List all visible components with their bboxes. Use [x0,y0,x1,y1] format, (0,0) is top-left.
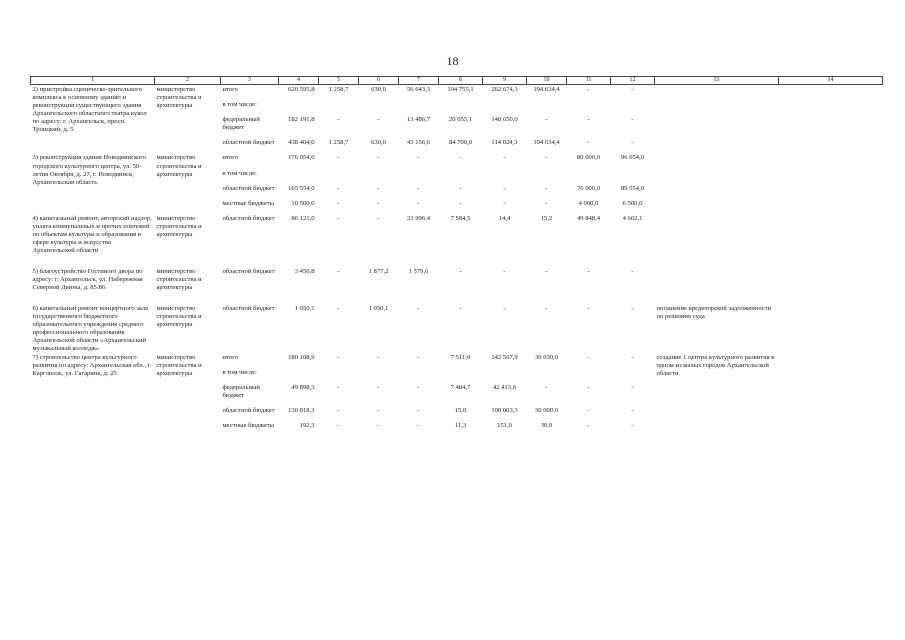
amount-cell: 3 456,8 [294,267,315,275]
amount-cell: - [459,184,462,192]
amount-cell: 1 579,6 [408,267,429,275]
amount-cell: 6 500,0 [622,199,643,207]
amount-cell: - [459,199,462,207]
amount-cell: - [337,199,340,207]
amount-cell: - [631,384,634,392]
amount-cell: 84 700,0 [448,139,473,147]
amount-cell: 13 486,7 [406,116,431,124]
expected-result-cell [655,267,779,304]
object-name-cell: 7) строительство центра культурного развития по адресу: Архангельская обл., г. Каргополь, ул. Гагарина, д. 25 [32,354,152,378]
amount-cell: - [337,267,340,275]
amount-cell: 630,0 [371,139,386,147]
amount-cell: 15,0 [454,407,467,415]
amount-cell: - [377,184,380,192]
amount-cell: - [587,304,590,312]
amount-cell: - [631,116,634,124]
amount-cell: - [377,214,380,222]
amount-cell: - [631,304,634,312]
amount-cell [319,100,359,115]
amount-cell: - [503,184,506,192]
amount-cell [279,169,319,184]
amount-cell: - [337,407,340,415]
amount-cell [611,169,655,184]
amount-cell: 630,0 [371,86,386,94]
funding-source-cell: областной бюджет [222,267,275,275]
amount-cell: - [545,199,548,207]
amount-cell [439,169,483,184]
table-row [31,85,883,101]
column-header: 3 [221,77,279,85]
amount-cell: - [631,422,634,430]
amount-cell [611,100,655,115]
funding-source-cell: итого [222,154,238,162]
amount-cell: 1 258,7 [328,86,349,94]
amount-cell: 4 662,1 [622,214,643,222]
amount-cell [483,169,527,184]
funding-source-cell: итого [222,354,238,362]
column-header: 12 [611,77,655,85]
column-header: 6 [359,77,399,85]
amount-cell: - [587,267,590,275]
expected-result-cell [655,153,779,213]
amount-cell: 43 156,6 [406,139,431,147]
budget-table [30,76,883,436]
column-number-row [31,77,883,85]
empty-cell [779,304,883,353]
amount-cell: 1 877,2 [368,267,389,275]
amount-cell: - [377,407,380,415]
amount-cell: - [545,154,548,162]
amount-cell: - [631,407,634,415]
funding-source-cell: областной бюджет [222,304,275,312]
column-header: 2 [155,77,221,85]
amount-cell: 80 000,0 [576,154,601,162]
column-header: 11 [567,77,611,85]
empty-cell [779,214,883,267]
expected-result-cell: погашение кредиторской задолженности по решению суда [656,304,772,320]
amount-cell: 114 024,3 [491,139,518,147]
empty-cell [779,267,883,304]
funding-source-cell: итого [222,86,238,94]
amount-cell: 30 030,0 [534,354,559,362]
funding-source-cell: областной бюджет [222,407,275,415]
amount-cell: - [545,304,548,312]
column-header: 13 [655,77,779,85]
expected-result-cell: создание 1 центра культурного развития в одном из малых городов Архангельской области [656,354,775,378]
amount-cell [399,368,439,383]
amount-cell: 104 755,1 [447,86,474,94]
amount-cell: 194 634,4 [533,139,560,147]
amount-cell [483,368,527,383]
amount-cell: - [587,384,590,392]
amount-cell: - [631,139,634,147]
amount-cell: - [337,354,340,362]
amount-cell [439,368,483,383]
amount-cell [359,368,399,383]
amount-cell: 30,0 [540,422,553,430]
amount-cell: - [337,214,340,222]
amount-cell: - [503,267,506,275]
amount-cell: - [337,304,340,312]
amount-cell: 15,2 [540,214,553,222]
amount-cell [399,100,439,115]
amount-cell: - [377,384,380,392]
responsible-cell: министерство строительства и архитектуры [156,214,202,238]
amount-cell: - [459,304,462,312]
amount-cell [527,368,567,383]
amount-cell: 7 484,7 [450,384,471,392]
amount-cell [279,368,319,383]
amount-cell: - [377,354,380,362]
amount-cell: 56 643,3 [406,86,431,94]
table-row [31,153,883,168]
object-name-cell: 5) благоустройство Гостиного двора по адресу: г. Архангельск, ул. Набережная Северной Двины, д. 85/86 [32,267,143,291]
amount-cell: 1 258,7 [328,139,349,147]
amount-cell [527,169,567,184]
amount-cell [611,368,655,383]
amount-cell: 14,4 [498,214,511,222]
amount-cell: - [587,407,590,415]
responsible-cell: министерство строительства и архитектуры [156,154,202,178]
amount-cell [483,100,527,115]
amount-cell [567,368,611,383]
funding-source-cell: областной бюджет [222,214,275,222]
amount-cell: 49 898,3 [291,384,315,392]
amount-cell: - [545,384,548,392]
amount-cell: - [459,154,462,162]
column-header: 5 [319,77,359,85]
funding-source-cell: в том числе: [222,169,257,177]
column-header: 1 [31,77,155,85]
page-number: 18 [446,54,459,68]
amount-cell: - [337,154,340,162]
amount-cell: 11,3 [454,422,467,430]
responsible-cell: министерство строительства и архитектуры [156,267,202,291]
amount-cell: - [337,116,340,124]
amount-cell: - [417,184,420,192]
amount-cell: - [545,184,548,192]
funding-source-cell: местные бюджеты [222,422,275,430]
amount-cell: - [545,267,548,275]
amount-cell: 182 191,8 [288,116,315,124]
funding-source-cell: местные бюджеты [222,199,275,207]
amount-cell: 86 121,0 [291,214,315,222]
amount-cell: 142 567,9 [491,354,518,362]
funding-source-cell: в том числе: [222,101,257,109]
table-body [31,85,883,436]
expected-result-cell [655,214,779,267]
amount-cell: 76 000,0 [576,184,601,192]
empty-cell [779,85,883,154]
amount-cell: 89 554,0 [620,184,645,192]
amount-cell: 96 054,0 [620,154,645,162]
amount-cell: 165 554,0 [288,184,315,192]
amount-cell: - [417,304,420,312]
amount-cell [439,100,483,115]
amount-cell: - [631,267,634,275]
amount-cell: - [587,139,590,147]
amount-cell: 23 996,4 [406,214,431,222]
column-header: 9 [483,77,527,85]
amount-cell: - [417,354,420,362]
amount-cell: - [377,116,380,124]
amount-cell: - [545,116,548,124]
amount-cell: - [417,384,420,392]
amount-cell: 151,0 [497,422,512,430]
amount-cell: - [417,199,420,207]
amount-cell: - [417,407,420,415]
amount-cell [359,100,399,115]
table-row [31,214,883,267]
amount-cell: 192,3 [299,422,315,430]
amount-cell: 20 055,1 [448,116,473,124]
amount-cell: - [587,354,590,362]
column-header: 10 [527,77,567,85]
table-row [31,353,883,368]
amount-cell: - [631,354,634,362]
object-name-cell: 4) капитальный ремонт, авторский надзор, уплата коммунальных и прочих платежей по объектам культуры и образования в сфере культуры и искусства Архангельской области [32,214,152,254]
column-header: 8 [439,77,483,85]
amount-cell: 7 584,5 [450,214,471,222]
responsible-cell: министерство строительства и архитектуры [156,304,202,328]
amount-cell: - [587,422,590,430]
amount-cell: - [337,422,340,430]
amount-cell: 42 413,6 [492,384,517,392]
funding-source-cell: федеральный бюджет [222,116,260,132]
amount-cell: 1 050,1 [294,304,315,312]
amount-cell: - [377,422,380,430]
amount-cell: 7 511,0 [450,354,471,362]
amount-cell: - [503,199,506,207]
amount-cell: 4 000,0 [578,199,599,207]
empty-cell [779,353,883,436]
amount-cell: - [417,154,420,162]
amount-cell [319,368,359,383]
responsible-cell: министерство строительства и архитектуры [156,86,202,110]
funding-source-cell: областной бюджет [222,139,275,147]
amount-cell: 262 674,3 [491,86,518,94]
object-name-cell: 2) пристройка сценическо-зрительного комплекса к основному зданию и реконструкция существующего здания Архангельского областного театра кукол по адресу: г. Архангельск, просп. Троицкий, д. 5 [32,86,147,134]
amount-cell: 130 018,3 [288,407,315,415]
amount-cell: - [503,154,506,162]
amount-cell [399,169,439,184]
amount-cell: 10 500,0 [291,199,315,207]
empty-cell [779,153,883,213]
expected-result-cell [655,85,779,154]
object-name-cell: 6) капитальный ремонт концертного зала государственного бюджетного образовательного учреждения среднего профессионального образования Архангельской области «Архангельский музыкальный колледж» [32,304,149,352]
amount-cell [359,169,399,184]
amount-cell: - [337,184,340,192]
amount-cell [567,100,611,115]
amount-cell: - [377,154,380,162]
amount-cell: - [631,86,634,94]
column-header: 7 [399,77,439,85]
amount-cell: 100 003,3 [491,407,518,415]
amount-cell: - [377,199,380,207]
amount-cell: 180 108,9 [288,354,315,362]
funding-source-cell: федеральный бюджет [222,384,260,400]
amount-cell: 438 404,0 [288,139,315,147]
amount-cell: - [587,116,590,124]
amount-cell: 194 634,4 [533,86,560,94]
amount-cell: - [503,304,506,312]
column-header: 4 [279,77,319,85]
amount-cell [279,100,319,115]
amount-cell: 49 848,4 [576,214,601,222]
amount-cell: 148 650,0 [491,116,518,124]
responsible-cell: министерство строительства и архитектуры [156,354,202,378]
amount-cell: - [337,384,340,392]
table-row [31,267,883,304]
funding-source-cell: областной бюджет [222,184,275,192]
amount-cell: 1 050,1 [368,304,389,312]
amount-cell: - [587,86,590,94]
amount-cell: 30 000,0 [534,407,559,415]
column-header: 14 [779,77,883,85]
amount-cell: - [417,422,420,430]
object-name-cell: 3) реконструкция здания Новодвинского городского культурного центра, ул. 50-летия Октября, д. 27, г. Новодвинск, Архангельская область [32,154,147,186]
amount-cell: 620 595,8 [288,86,315,94]
amount-cell [319,169,359,184]
amount-cell [527,100,567,115]
amount-cell [567,169,611,184]
amount-cell: - [459,267,462,275]
table-row [31,304,883,353]
funding-source-cell: в том числе: [222,369,257,377]
amount-cell: 176 054,0 [288,154,315,162]
